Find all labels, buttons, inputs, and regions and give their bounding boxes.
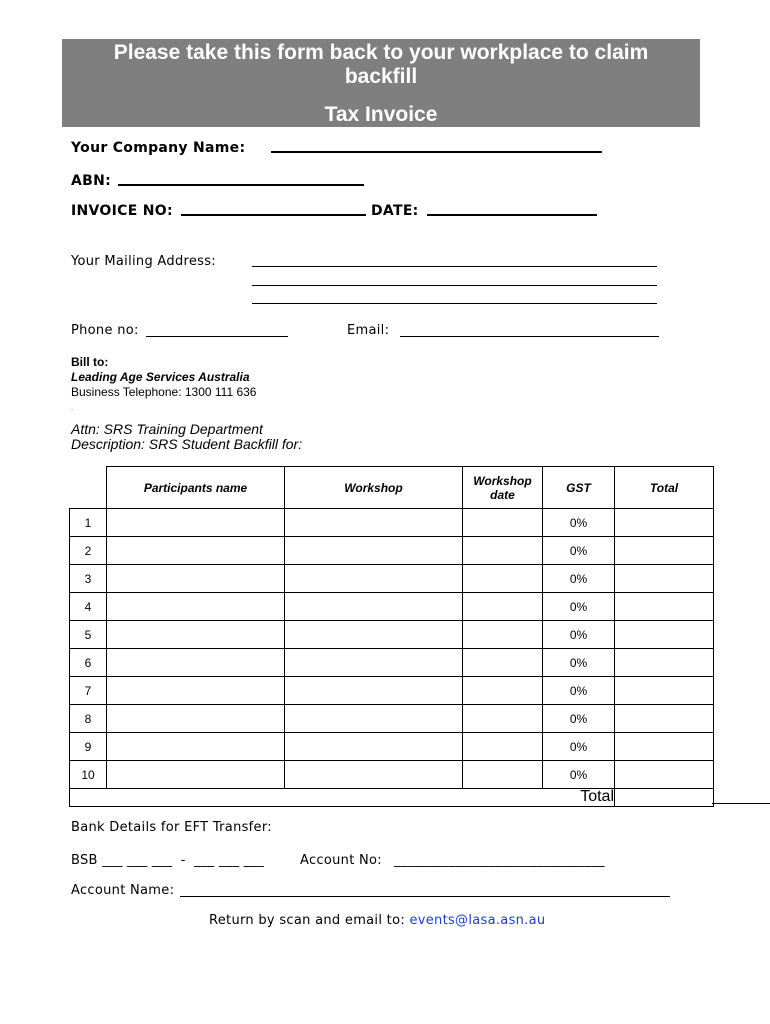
attn-line: Attn: SRS Training Department [71,421,263,437]
abn-label: ABN: [71,173,112,189]
bsb-blank: ___ ___ ___ [194,853,265,868]
return-email-link[interactable]: events@lasa.asn.au [409,913,546,928]
workshop-cell[interactable] [285,705,463,733]
header-workshop: Workshop [285,467,463,509]
row-number: 4 [70,593,107,621]
form-banner [62,39,700,127]
row-number: 7 [70,677,107,705]
workshop-date-cell[interactable] [463,705,543,733]
total-cell[interactable] [615,705,714,733]
bank-details-heading: Bank Details for EFT Transfer: [71,820,272,835]
date-label: DATE: [371,203,419,219]
header-workshop-date [463,467,543,509]
row-number: 1 [70,509,107,537]
bill-to-organisation: Leading Age Services Australia [71,370,250,384]
account-no-field[interactable]: _______________________________ [394,853,605,868]
bsb-label: BSB ___ ___ ___ [71,853,173,868]
workshop-cell[interactable] [285,593,463,621]
workshop-date-cell[interactable] [463,649,543,677]
header-total: Total [615,467,714,509]
table-row [70,649,714,677]
table-row [70,677,714,705]
table-row [70,733,714,761]
participant-name-cell[interactable] [107,621,285,649]
banner-title: Tax Invoice [324,103,438,126]
banner-line-2: backfill [344,65,418,88]
abn-field[interactable] [118,184,364,186]
email-label: Email: [347,323,390,338]
row-number: 3 [70,565,107,593]
phone-label: Phone no: [71,323,139,338]
attn-block [71,422,302,452]
total-cell[interactable] [615,621,714,649]
participant-name-cell[interactable] [107,565,285,593]
participant-name-cell[interactable] [107,537,285,565]
workshop-cell[interactable] [285,677,463,705]
mailing-address-line-1[interactable] [252,266,657,267]
table-row [70,537,714,565]
bsb-field[interactable] [71,853,264,868]
workshop-cell[interactable] [285,733,463,761]
header-blank-cell [70,467,107,509]
row-number: 8 [70,705,107,733]
mailing-address-label: Your Mailing Address: [71,254,216,269]
workshop-date-cell[interactable] [463,593,543,621]
participant-name-cell[interactable] [107,761,285,789]
header-participants-name: Participants name [107,467,285,509]
date-field[interactable] [427,214,597,216]
workshop-date-cell[interactable] [463,677,543,705]
participant-name-cell[interactable] [107,705,285,733]
row-number: 9 [70,733,107,761]
total-cell[interactable] [615,593,714,621]
workshop-date-cell[interactable] [463,537,543,565]
gst-cell: 0% [543,649,615,677]
gst-cell: 0% [543,593,615,621]
total-cell[interactable] [615,537,714,565]
invoice-no-field[interactable] [181,214,366,216]
gst-cell: 0% [543,537,615,565]
bill-to-block [71,355,256,415]
account-name-field[interactable] [180,896,670,897]
row-number: 5 [70,621,107,649]
gst-cell: 0% [543,705,615,733]
header-workshop-date-line-1: Workshop [473,473,532,488]
workshop-cell[interactable] [285,761,463,789]
total-cell[interactable] [615,509,714,537]
total-cell[interactable] [615,565,714,593]
workshop-date-cell[interactable] [463,621,543,649]
invoice-table [69,466,714,807]
table-row [70,705,714,733]
participant-name-cell[interactable] [107,677,285,705]
workshop-cell[interactable] [285,649,463,677]
account-name-label: Account Name: [71,883,175,898]
table-row [70,509,714,537]
gst-cell: 0% [543,565,615,593]
total-cell[interactable] [615,761,714,789]
invoice-no-label: INVOICE NO: [71,203,173,219]
description-line: Description: SRS Student Backfill for: [71,436,303,452]
email-field[interactable] [400,336,659,337]
gst-cell: 0% [543,509,615,537]
bsb-dash: - [180,853,186,868]
bill-to-heading: Bill to: [71,355,109,369]
total-row-extension-line [712,803,770,804]
table-row [70,565,714,593]
table-row [70,621,714,649]
workshop-date-cell[interactable] [463,565,543,593]
workshop-date-cell[interactable] [463,509,543,537]
account-no-label: Account No: [300,853,382,868]
workshop-cell[interactable] [285,565,463,593]
row-number: 6 [70,649,107,677]
total-label: Total [70,789,615,807]
banner-instruction [62,41,700,89]
row-number: 2 [70,537,107,565]
total-cell[interactable] [615,733,714,761]
table-row [70,593,714,621]
return-instruction [209,913,545,928]
company-name-field[interactable] [271,151,602,153]
phone-field[interactable] [146,336,288,337]
total-cell[interactable] [615,649,714,677]
row-number: 10 [70,761,107,789]
gst-cell: 0% [543,761,615,789]
bill-to-phone: Business Telephone: 1300 111 636 [71,385,257,399]
company-name-label: Your Company Name: [71,140,246,156]
banner-line-1: Please take this form back to your workplace to claim [113,41,649,64]
header-gst: GST [543,467,615,509]
total-cell[interactable] [615,677,714,705]
participant-name-cell[interactable] [107,733,285,761]
table-header-row [70,467,714,509]
grand-total-cell[interactable] [615,789,714,807]
mailing-address-line-2[interactable] [252,285,657,286]
return-text: Return by scan and email to: [209,913,406,928]
gst-cell: 0% [543,677,615,705]
mailing-address-line-3[interactable] [252,303,657,304]
total-row [70,789,714,807]
workshop-cell[interactable] [285,537,463,565]
participant-name-cell[interactable] [107,509,285,537]
bill-to-dot: . [71,403,74,412]
gst-cell: 0% [543,733,615,761]
workshop-date-cell[interactable] [463,761,543,789]
workshop-cell[interactable] [285,509,463,537]
table-row [70,761,714,789]
participant-name-cell[interactable] [107,649,285,677]
workshop-date-cell[interactable] [463,733,543,761]
header-workshop-date-line-2: date [490,487,515,502]
workshop-cell[interactable] [285,621,463,649]
gst-cell: 0% [543,621,615,649]
participant-name-cell[interactable] [107,593,285,621]
